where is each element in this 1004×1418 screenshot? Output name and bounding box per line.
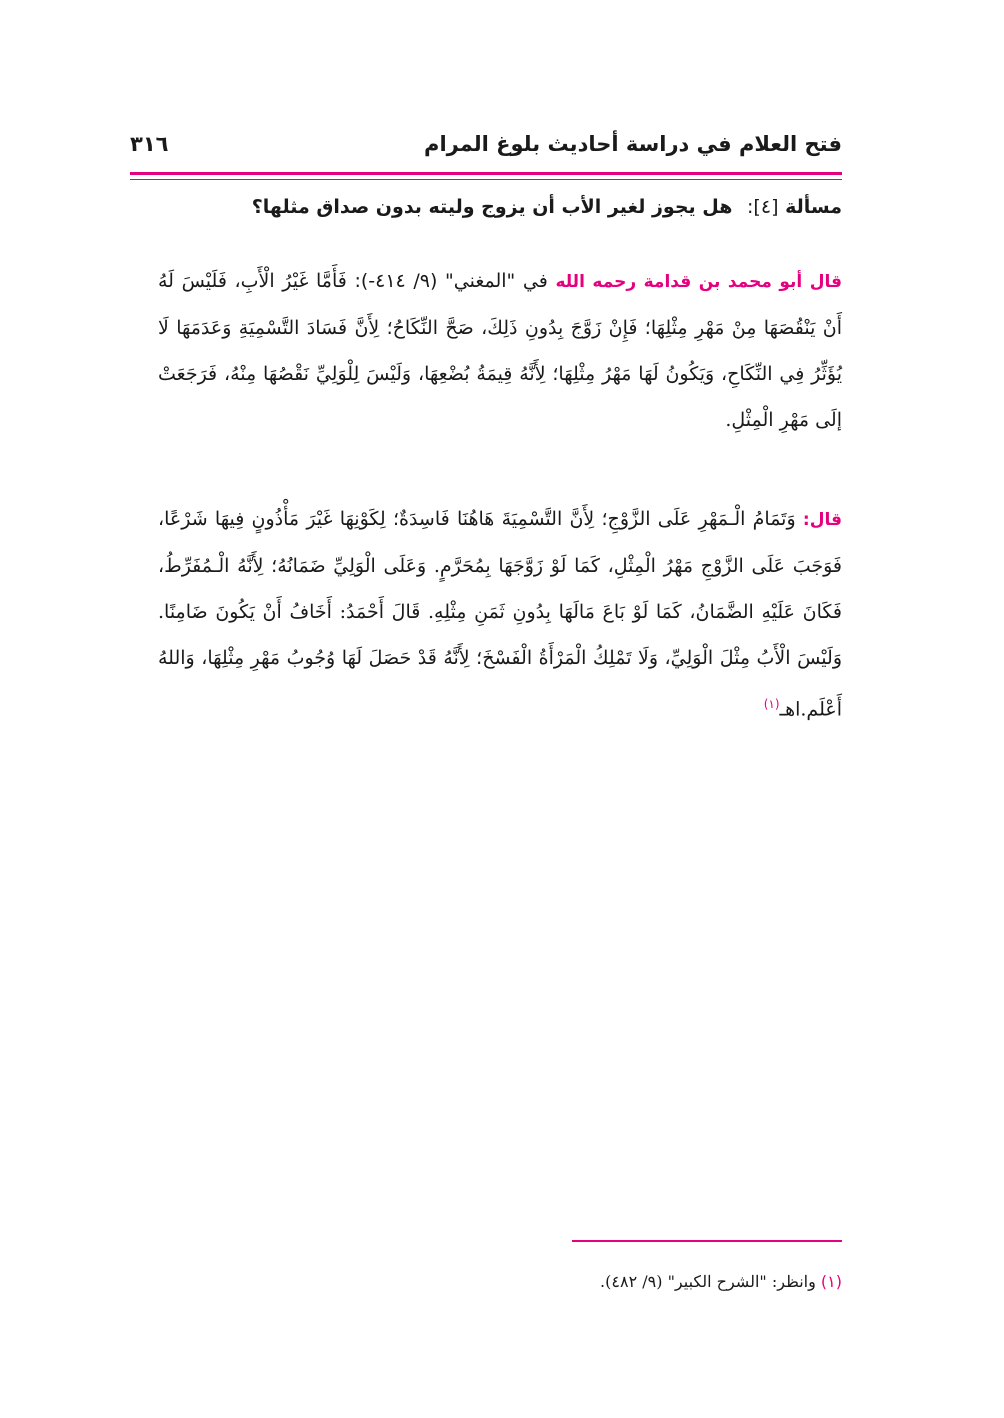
issue-number: [٤]:	[747, 196, 779, 218]
speaker-label: قال:	[802, 510, 842, 530]
page-number: ٣١٦	[130, 132, 169, 156]
issue-question: هل يجوز لغير الأب أن يزوج وليته بدون صداق مثلها؟	[251, 196, 733, 218]
header-rule-thin	[130, 179, 842, 180]
footnote-reference[interactable]: (١)	[763, 697, 780, 711]
running-header	[130, 128, 842, 168]
footnote	[130, 1272, 842, 1291]
header-rule-thick	[130, 172, 842, 175]
paragraph-text: وَتَمَامُ الْـمَهْرِ عَلَى الزَّوْجِ؛ لِأَنَّ التَّسْمِيَةَ هَاهُنَا فَاسِدَةٌ؛ لِكَوْنِهَا غَيْرَ مَأْذُونٍ فِيهَا شَرْعًا، فَوَجَبَ عَلَى الزَّوْجِ مَهْرُ الْمِثْلِ، كَمَا لَوْ زَوَّجَهَا بِمُحَرَّمٍ. وَعَلَى الْوَلِيِّ ضَمَانُهُ؛ لِأَنَّهُ الْـمُفَرِّطُ، فَكَانَ عَلَيْهِ الضَّمَانُ، كَمَا لَوْ بَاعَ مَالَهَا بِدُونِ ثَمَنِ مِثْلِهِ. قَالَ أَحْمَدُ: أَخَافُ أَنْ يَكُونَ ضَامِنًا. وَلَيْسَ الْأَبُ مِثْلَ الْوَلِيِّ، وَلَا تَمْلِكُ الْمَرْأَةُ الْفَسْخَ؛ لِأَنَّهُ قَدْ حَصَلَ لَهَا وُجُوبُ مَهْرِ مِثْلِهَا، وَاللهُ أَعْلَم.اهـ	[158, 508, 842, 721]
source-prefix: في	[522, 270, 548, 292]
quoted-scholar: قال أبو محمد بن قدامة رحمه الله	[555, 272, 842, 292]
footnote-text: وانظر: "الشرح الكبير" (٩/ ٤٨٢).	[600, 1272, 816, 1291]
source-reference: "المغني" (٩/ ٤١٤-):	[354, 270, 516, 292]
footnote-number: (١)	[820, 1272, 842, 1291]
paragraph-text: فَأَمَّا غَيْرُ الْأَبِ، فَلَيْسَ لَهُ أَنْ يَنْقُصَهَا مِنْ مَهْرِ مِثْلِهَا؛ فَإِنْ زَوَّجَ بِدُونِ ذَلِكَ، صَحَّ النِّكَاحُ؛ لِأَنَّ فَسَادَ التَّسْمِيَةِ وَعَدَمَهَا لَا يُؤَثِّرُ فِي النِّكَاحِ، وَيَكُونُ لَهَا مَهْرُ مِثْلِهَا؛ لِأَنَّهُ قِيمَةُ بُضْعِهَا، وَلَيْسَ لِلْوَلِيِّ نَقْصُهَا مِنْهُ، فَرَجَعَتْ إلَى مَهْرِ الْمِثْلِ.	[158, 270, 843, 431]
issue-heading	[130, 196, 842, 218]
paragraph-1	[158, 258, 842, 443]
book-title: فتح العلام في دراسة أحاديث بلوغ المرام	[424, 132, 842, 156]
issue-label: مسألة	[785, 196, 842, 218]
paragraph-2	[158, 496, 842, 732]
footnote-rule	[572, 1240, 842, 1242]
